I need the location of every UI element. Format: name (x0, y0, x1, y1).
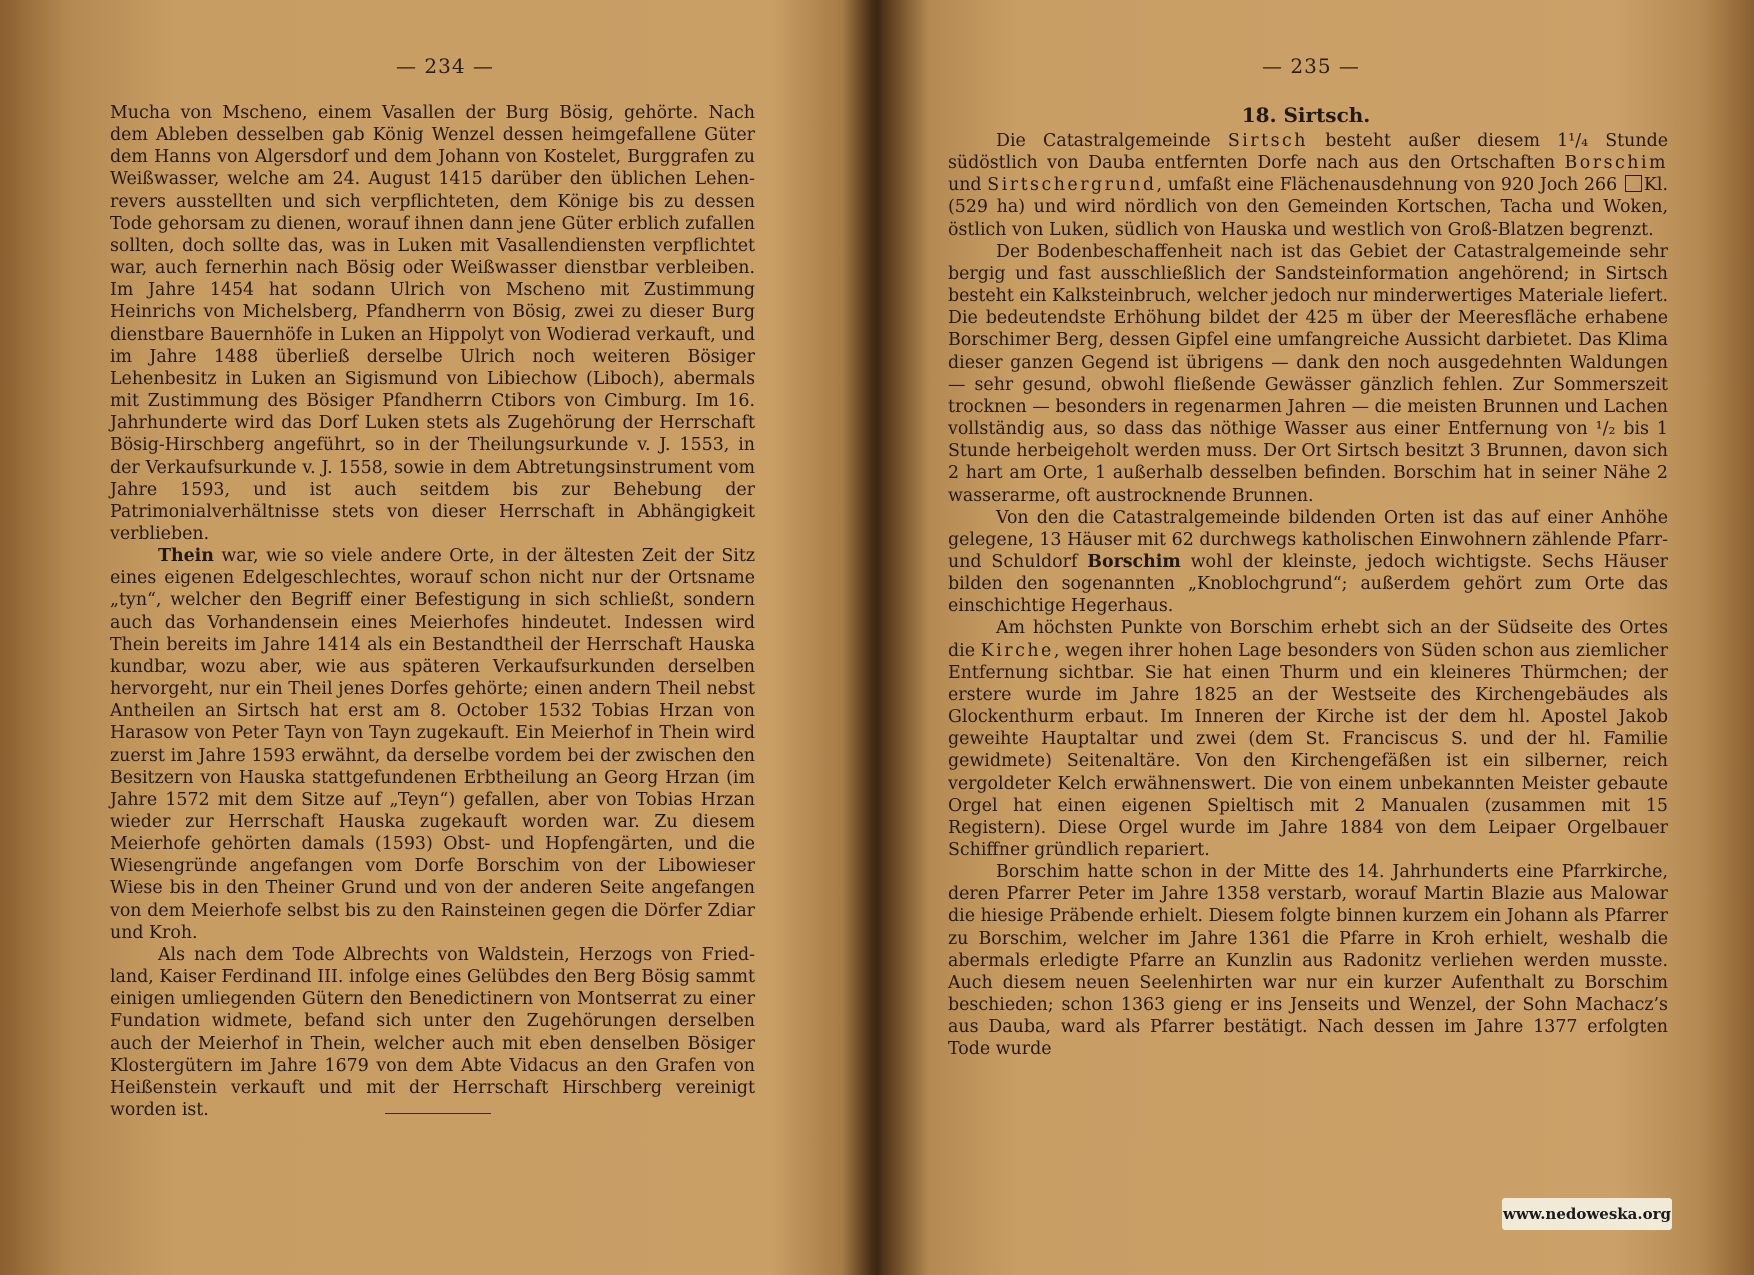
page-number-right: — 235 — (1262, 54, 1360, 78)
paragraph-borschim (948, 507, 1668, 618)
right-page (878, 0, 1754, 1275)
paragraph-soil: Der Bodenbeschaffenheit nach ist das Gebiet der Catastralgemeinde sehr bergig und fast ausschließlich der Sandsteinformation angehörend; in Sirtsch besteht ein Kalksteinbruch, welcher jedoch nur minderwertiges Materiale liefert. Die bedeutendste Erhöhung bildet der 425 m über der Meeresfläche erhabene Borschimer Berg, dessen Gipfel eine umfangreiche Aussicht darbietet. Das Klima dieser ganzen Gegend ist übrigens — dank den noch ausgedehnten Waldungen — sehr gesund, obwohl fließende Gewässer gänzlich fehlen. Zur Sommerszeit trocknen — besonders in regenarmen Jahren — die meisten Brunnen und Lachen vollständig aus, so dass das nöthige Wasser aus einer Entfernung von ¹/₂ bis 1 Stunde herbeigeholt werden muss. Der Ort Sirtsch besitzt 3 Brunnen, davon sich 2 hart am Orte, 1 außerhalb desselben befinden. Borschim hat in seiner Nähe 2 wasserarme, oft austrocknende Brunnen. (948, 241, 1668, 506)
spaced-name-sirtsch: Sirtsch (1227, 131, 1308, 151)
left-page (0, 0, 860, 1275)
text-run: Von den die Catastralgemeinde bildenden Orten ist das auf einer Anhöhe gelegene, 13 Häuser mit 62 durchwegs katholischen Einwohnern zählende Pfarr- und Schuldorf (948, 507, 1668, 572)
thein-text: war, wie so viele andere Orte, in der ältesten Zeit der Sitz eines eigenen Edelgeschlechtes, worauf schon nicht nur der Ortsname „tyn“, welcher den Begriff einer Befestigung in sich schließt, sondern auch das Vorhandensein eines Meierhofes hindeutet. Indessen wird Thein bereits im Jahre 1414 als ein Bestandtheil der Herrschaft Hauska kundbar, wozu aber, wie aus späteren Verkaufsurkunden derselben hervorgeht, nur ein Theil jenes Dorfes gehörte; einen andern Theil nebst Antheilen an Sirtsch hat erst am 8. October 1532 Tobias Hrzan von Harasow von Peter Tayn von Tayn zugekauft. Ein Meierhof in Thein wird zuerst im Jahre 1593 erwähnt, da derselbe vordem bei der zwischen den Besitzern von Hauska stattgefundenen Erbtheilung an Georg Hrzan (im Jahre 1572 mit dem Sitze auf „Teyn“) gefallen, aber von Tobias Hrzan wieder zur Herrschaft Hauska zugekauft worden war. Zu diesem Meierhofe gehörten damals (1593) Obst- und Hopfengärten, und die Wiesengründe angefangen vom Dorfe Borschim von der Libowieser Wiese bis in den Theiner Grund und von der anderen Seite angefangen von dem Meierhofe selbst bis zu den Rainsteinen gegen die Dörfer Zdiar und Kroh. (110, 546, 755, 943)
section-title: 18. Sirtsch. (1241, 103, 1371, 127)
thein-heading: Thein (158, 546, 214, 567)
spaced-name-borschim: Borschim (1564, 153, 1668, 174)
text-run: , wegen ihrer hohen Lage besonders von Süden schon aus ziemlicher Entfernung sichtbar. Sie hat einen Thurm und ein kleineres Thürmchen; der erstere wurde im Jahre 1825 an der Westseite des Kirchengebäudes als Glockenthurm erbaut. Im Inneren der Kirche ist der dem hl. Apostel Jakob geweihte Hauptaltar und zwei (dem St. Franciscus S. und der hl. Familie gewidmete) Seitenaltäre. Von den Kirchengefäßen ist ein silberner, reich vergoldeter Kelch erwähnenswert. Die von einem unbekannten Meister gebaute Orgel hat einen eigenen Spieltisch mit 2 Manualen (zusammen mit 15 Registern). Diese Orgel wurde im Jahre 1884 von dem Leipaer Orgelbauer Schiffner gründlich repariert. (948, 640, 1668, 860)
paragraph-parish-history: Borschim hatte schon in der Mitte des 14. Jahrhunderts eine Pfarrkirche, deren Pfarrer Peter im Jahre 1358 verstarb, worauf Martin Blazie aus Malowar die hiesige Präbende erhielt. Diesem folgte binnen kurzem ein Johann als Pfarrer zu Borschim, welcher im Jahre 1361 die Pfarre in Kroh erhielt, weshalb die abermals erledigte Pfarre an Kunzlin aus Radonitz verliehen werden musste. Auch diesem neuen Seelenhirten war nur ein kurzer Aufenthalt zu Borschim beschieden; schon 1363 gieng er ins Jenseits und Wenzel, der Sohn Machacz’s aus Dauba, ward als Pfarrer bestätigt. Nach dessen im Jahre 1377 erfolgten Tode wurde (948, 862, 1668, 1060)
paragraph-waldstein: Als nach dem Tode Albrechts von Waldstein, Herzogs von Friedland, Kaiser Ferdinand III. infolge eines Gelübdes den Berg Bösig sammt einigen umliegenden Gütern den Benedictinern von Montserrat zu einer Fundation widmete, befand sich unter den Zugehörungen derselben auch der Meierhof in Thein, welcher auch mit eben denselben Bösiger Klostergütern im Jahre 1679 von dem Abte Vidacus an den Grafen von Heißenstein verkauft und mit der Herrschaft Hirschberg vereinigt worden ist. (110, 944, 755, 1121)
text-run: Die Catastralgemeinde (996, 131, 1228, 151)
paragraph-church (948, 617, 1668, 861)
bold-name-borschim: Borschim (1087, 551, 1181, 572)
text-run: , umfaßt eine Flächenausdehnung von 920 Joch 266 (1156, 175, 1623, 196)
spaced-word-kirche: Kirche (980, 640, 1054, 661)
watermark-label: www.nedoweska.org (1502, 1198, 1672, 1230)
text-run: Kl. (529 ha) und wird nördlich von den Gemeinden Kortschen, Tacha und Woken, östlich von Luken, südlich von Hauska und westlich von Groß-Blatzen begrenzt. (948, 175, 1669, 240)
right-page-text (948, 130, 1668, 1061)
left-page-text (110, 102, 755, 1121)
spaced-name-sirtschergrund: Sirtschergrund (987, 175, 1157, 196)
paragraph-catastral (948, 130, 1668, 241)
end-rule (385, 1113, 491, 1114)
text-run: besteht außer diesem 1¹/₄ Stunde südöstlich von Dauba entfernten Dorfe nach aus den Ortschaften (948, 131, 1668, 174)
square-symbol-icon (1625, 175, 1642, 192)
text-run: wohl der kleinste, jedoch wichtigste. Sechs Häuser bilden den sogenannten „Knoblochgrund“; außerdem gehört zum Orte das einschichtige Hegerhaus. (948, 551, 1668, 617)
page-number-left: — 234 — (396, 54, 494, 78)
text-run: und (948, 175, 988, 196)
paragraph-luken: Mucha von Mscheno, einem Vasallen der Burg Bösig, gehörte. Nach dem Ableben desselben gab König Wenzel dessen heimgefallene Güter dem Hanns von Algersdorf und dem Johann von Kostelet, Burggrafen zu Weißwasser, welche am 24. August 1415 darüber den üblichen Lehenrevers ausstellten und sich verpflichteten, dem Könige bis zu dessen Tode gehorsam zu dienen, worauf ihnen dann jene Güter erblich zufallen sollten, doch sollte das, was in Luken mit Vasallendiensten verpflichtet war, auch fernerhin nach Bösig oder Weißwasser dienstbar verbleiben. Im Jahre 1454 hat sodann Ulrich von Mscheno mit Zustimmung Heinrichs von Michelsberg, Pfandherrn von Bösig, zwei zu dieser Burg dienstbare Bauernhöfe in Luken an Hippolyt von Wodierad verkauft, und im Jahre 1488 überließ derselbe Ulrich noch weiteren Bösiger Lehenbesitz in Luken an Sigismund von Libiechow (Liboch), abermals mit Zustimmung des Bösiger Pfandherrn Ctibors von Cimburg. Im 16. Jahrhunderte wird das Dorf Luken stets als Zugehörung der Herrschaft Bösig-Hirschberg angeführt, so in der Theilungsurkunde v. J. 1553, in der Verkaufsurkunde v. J. 1558, sowie in dem Abtretungsinstrument vom Jahre 1593, und ist auch seitdem bis zur Behebung der Patrimonialverhältnisse stets von dieser Herrschaft in Abhängigkeit verblieben. (110, 103, 755, 544)
paragraph-thein (110, 545, 755, 944)
text-run: Am höchsten Punkte von Borschim erhebt sich an der Südseite des Ortes die (948, 618, 1668, 661)
